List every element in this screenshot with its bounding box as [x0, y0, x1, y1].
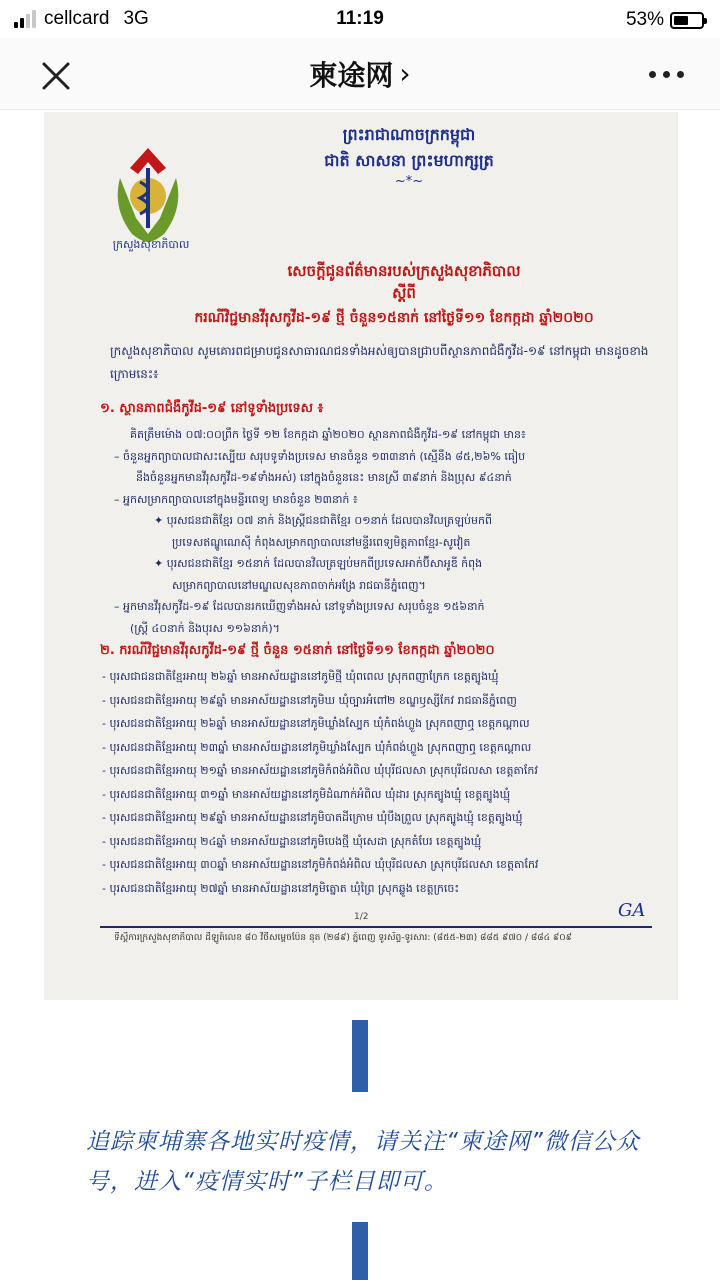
- doc-footer: ទីស្តីការក្រសួងសុខាភិបាល ដីឡូត៍លេខ ៨០ វិថីសម្តេចប៉ែន នុត (២៨៩) ភ្នំពេញ ទូរស័ព្ទ-ទូរសារ: (៨៥៥-២៣) ៨៨៥ ៩៧០ / ៨៨៤ ៩០៩: [114, 933, 572, 943]
- doc-case-line: - បុរសជនជាតិខ្មែរអាយុ ២៤ឆ្នាំ មានអាស័យដ្ឋាននៅភូមិបេងថ្មី ឃុំសេដា ស្រុកតំបែរ ខេត្តត្បូងឃ្មុំ: [102, 834, 482, 848]
- doc-case-line: - បុរសជនជាតិខ្មែរអាយុ ២៦ឆ្នាំ មានអាស័យដ្ឋាននៅភូមិឃ្លាំងស្បែក ឃុំកំពង់ហ្លួង ស្រុកពញាឮ ខេត្តកណ្តាល: [102, 717, 530, 730]
- more-icon: [649, 71, 656, 78]
- doc-ornament: ~*~: [394, 174, 424, 189]
- doc-header-kingdom: ព្រះរាជាណាចក្រកម្ពុជា: [342, 125, 476, 144]
- account-title: 柬途网: [309, 58, 394, 92]
- battery-icon: [670, 12, 704, 29]
- doc-section1-line: នឹងចំនួនអ្នកមានវីរុសកូវីដ-១៩ទាំងអស់) នៅក្នុងចំនួននេះ មានស្រី ៣៩នាក់ និងប្រុស ៩៤នាក់: [136, 471, 512, 484]
- footer-divider: [100, 926, 652, 928]
- account-title-link[interactable]: [309, 54, 410, 94]
- signature: GA: [618, 900, 646, 921]
- doc-section1-line: – ចំនួនអ្នកព្យាបាលជាសះស្បើយ សរុបទូទាំងប្រទេស មានចំនួន ១៣៣នាក់ (ស្មើនឹង ៨៥,២៦% ធៀប: [114, 449, 526, 463]
- doc-title: សេចក្តីជូនព័ត៌មានរបស់ក្រសួងសុខាភិបាល: [287, 262, 521, 280]
- network-type: 3G: [123, 8, 149, 29]
- battery-percent: 53%: [625, 9, 664, 30]
- doc-title-regarding: ស្តីពី: [392, 284, 416, 302]
- doc-case-line: - បុរសជនជាតិខ្មែរអាយុ ២៧ឆ្នាំ មានអាស័យដ្ឋាននៅភូមិត្នោត ឃុំព្រៃ ស្រុកឆ្លូង ខេត្តក្រចេះ: [102, 881, 460, 895]
- doc-intro: ក្រសួងសុខាភិបាល សូមគោរពជម្រាបជូនសាធារណជនទាំងអស់ឲ្យបានជ្រាបពីស្ថានភាពជំងឺកូវីដ-១៩ នៅកម្ពុជា មានដូចខាងក្រោមនេះ៖: [110, 344, 649, 381]
- doc-section1-title: ១. ស្ថានភាពជំងឺកូវីដ-១៩ នៅទូទាំងប្រទេស ៖: [100, 401, 324, 416]
- carrier-name: cellcard: [44, 8, 110, 29]
- page-number: 1/2: [354, 912, 369, 922]
- signal-icon: [14, 10, 36, 28]
- doc-section1-line: ប្រទេសឥណ្ឌូណេស៊ី កំពុងសម្រាកព្យាបាលនៅមន្ទីរពេទ្យមិត្តភាពខ្មែរ-សូវៀត: [172, 535, 471, 549]
- doc-header-motto: ជាតិ សាសនា ព្រះមហាក្សត្រ: [324, 151, 494, 170]
- doc-section2-title: ២. ករណីវិជ្ជមានវីរុសកូវីដ-១៩ ថ្មី ចំនួន ១៥នាក់ នៅថ្ងៃទី១១ ខែកក្កដា ឆ្នាំ២០២០: [100, 643, 495, 658]
- ministry-emblem-icon: [106, 138, 190, 248]
- status-bar: [0, 0, 720, 38]
- doc-case-line: - បុរសជនជាតិខ្មែរអាយុ ៣០ឆ្នាំ មានអាស័យដ្ឋាននៅភូមិកំពង់អំពិល ឃុំបុរីជលសា ស្រុកបុរីជលសា ខេត្តតាកែវ: [102, 858, 539, 871]
- chevron-right-icon: ›: [399, 57, 411, 90]
- doc-case-line: - បុរសជនជាតិខ្មែរអាយុ ២៩ឆ្នាំ មានអាស័យដ្ឋាននៅភូមិឃ ឃុំច្បារអំពៅ២ ខណ្ឌឫស្សីកែវ រាជធានីភ្នំពេញ: [102, 693, 517, 707]
- more-button[interactable]: [649, 58, 684, 90]
- doc-case-line: - បុរសជនជាតិខ្មែរអាយុ ២១ឆ្នាំ មានអាស័យដ្ឋាននៅភូមិកំពង់អំពិល ឃុំបុរីជលសា ស្រុកបុរីជលសា ខេត្តតាកែវ: [102, 764, 538, 777]
- divider-bar-top: [352, 1020, 368, 1092]
- doc-section1-line: (ស្ត្រី ៤០នាក់ និងបុរស ១១៦នាក់)។: [130, 621, 280, 635]
- doc-section1-line: គិតត្រឹមម៉ោង ០៧:០០ព្រឹក ថ្ងៃទី ១២ ខែកក្កដា ឆ្នាំ២០២០ ស្ថានភាពជំងឺកូវីដ-១៩ នៅកម្ពុជា មាន៖: [130, 428, 526, 441]
- doc-subject: ករណីវិជ្ជមានវីរុសកូវីដ-១៩ ថ្មី ចំនួន១៥នាក់ នៅថ្ងៃទី១១ ខែកក្កដា ឆ្នាំ២០២០: [194, 310, 594, 326]
- doc-case-line: - បុរសជនជាតិខ្មែរអាយុ ២៩ឆ្នាំ មានអាស័យដ្ឋាននៅភូមិបាតដីក្រោម ឃុំបឹងព្រួល ស្រុកត្បូងឃ្មុំ ខេត្តត្បូងឃ្មុំ: [102, 811, 523, 824]
- nav-bar: [0, 38, 720, 110]
- doc-section1-line: សម្រាកព្យាបាលនៅមណ្ឌលសុខភាពចាក់អង្រែ រាជធានីភ្នំពេញ។: [172, 578, 426, 592]
- divider-bar-bottom: [352, 1222, 368, 1280]
- doc-section1-line: – អ្នកសម្រាកព្យាបាលនៅក្នុងមន្ទីរពេទ្យ មានចំនួន ២៣នាក់ ៖: [114, 492, 358, 506]
- doc-case-line: - បុរសជាជនជាតិខ្មែរអាយុ ២៦ឆ្នាំ មានអាស័យដ្ឋាននៅភូមិថ្មី ឃុំពពេល ស្រុកពញាក្រែក ខេត្តត្បូងឃ្មុំ: [102, 670, 499, 683]
- ministry-label: ក្រសួងសុខាភិបាល: [112, 238, 190, 251]
- article-caption: 追踪柬埔寨各地实时疫情，请关注“柬途网”微信公众号，进入“疫情实时”子栏目即可。: [86, 1129, 640, 1195]
- doc-section1-line: ✦ បុរសជនជាតិខ្មែរ ០៧ នាក់ និងស្ត្រីជនជាតិខ្មែរ ០១នាក់ ដែលបានវិលត្រឡប់មកពី: [154, 514, 492, 527]
- doc-case-line: - បុរសជនជាតិខ្មែរអាយុ ២៣ឆ្នាំ មានអាស័យដ្ឋាននៅភូមិឃ្លាំងស្បែក ឃុំកំពង់ហ្លួង ស្រុកពញាឮ ខេត្តកណ្តាល: [102, 740, 532, 754]
- doc-case-line: - បុរសជនជាតិខ្មែរអាយុ ៣១ឆ្នាំ មានអាស័យដ្ឋាននៅភូមិដំណាក់អំពិល ឃុំដារ ស្រុកត្បូងឃ្មុំ ខេត្តត្បូងឃ្មុំ: [102, 787, 511, 801]
- close-icon: [36, 56, 76, 96]
- document-image[interactable]: [44, 112, 678, 1000]
- doc-section1-line: ✦ បុរសជនជាតិខ្មែរ ១៥នាក់ ដែលបានវិលត្រឡប់មកពីប្រទេសអាក់ប៊ីសាអូឌី កំពុង: [154, 557, 483, 570]
- battery-status: [626, 9, 704, 31]
- close-button[interactable]: [36, 56, 76, 96]
- doc-section1-line: – អ្នកមានវីរុសកូវីដ-១៩ ដែលបានរកឃើញទាំងអស់ នៅទូទាំងប្រទេស សរុបចំនួន ១៥៦នាក់: [114, 600, 485, 613]
- clock: 11:19: [336, 8, 384, 29]
